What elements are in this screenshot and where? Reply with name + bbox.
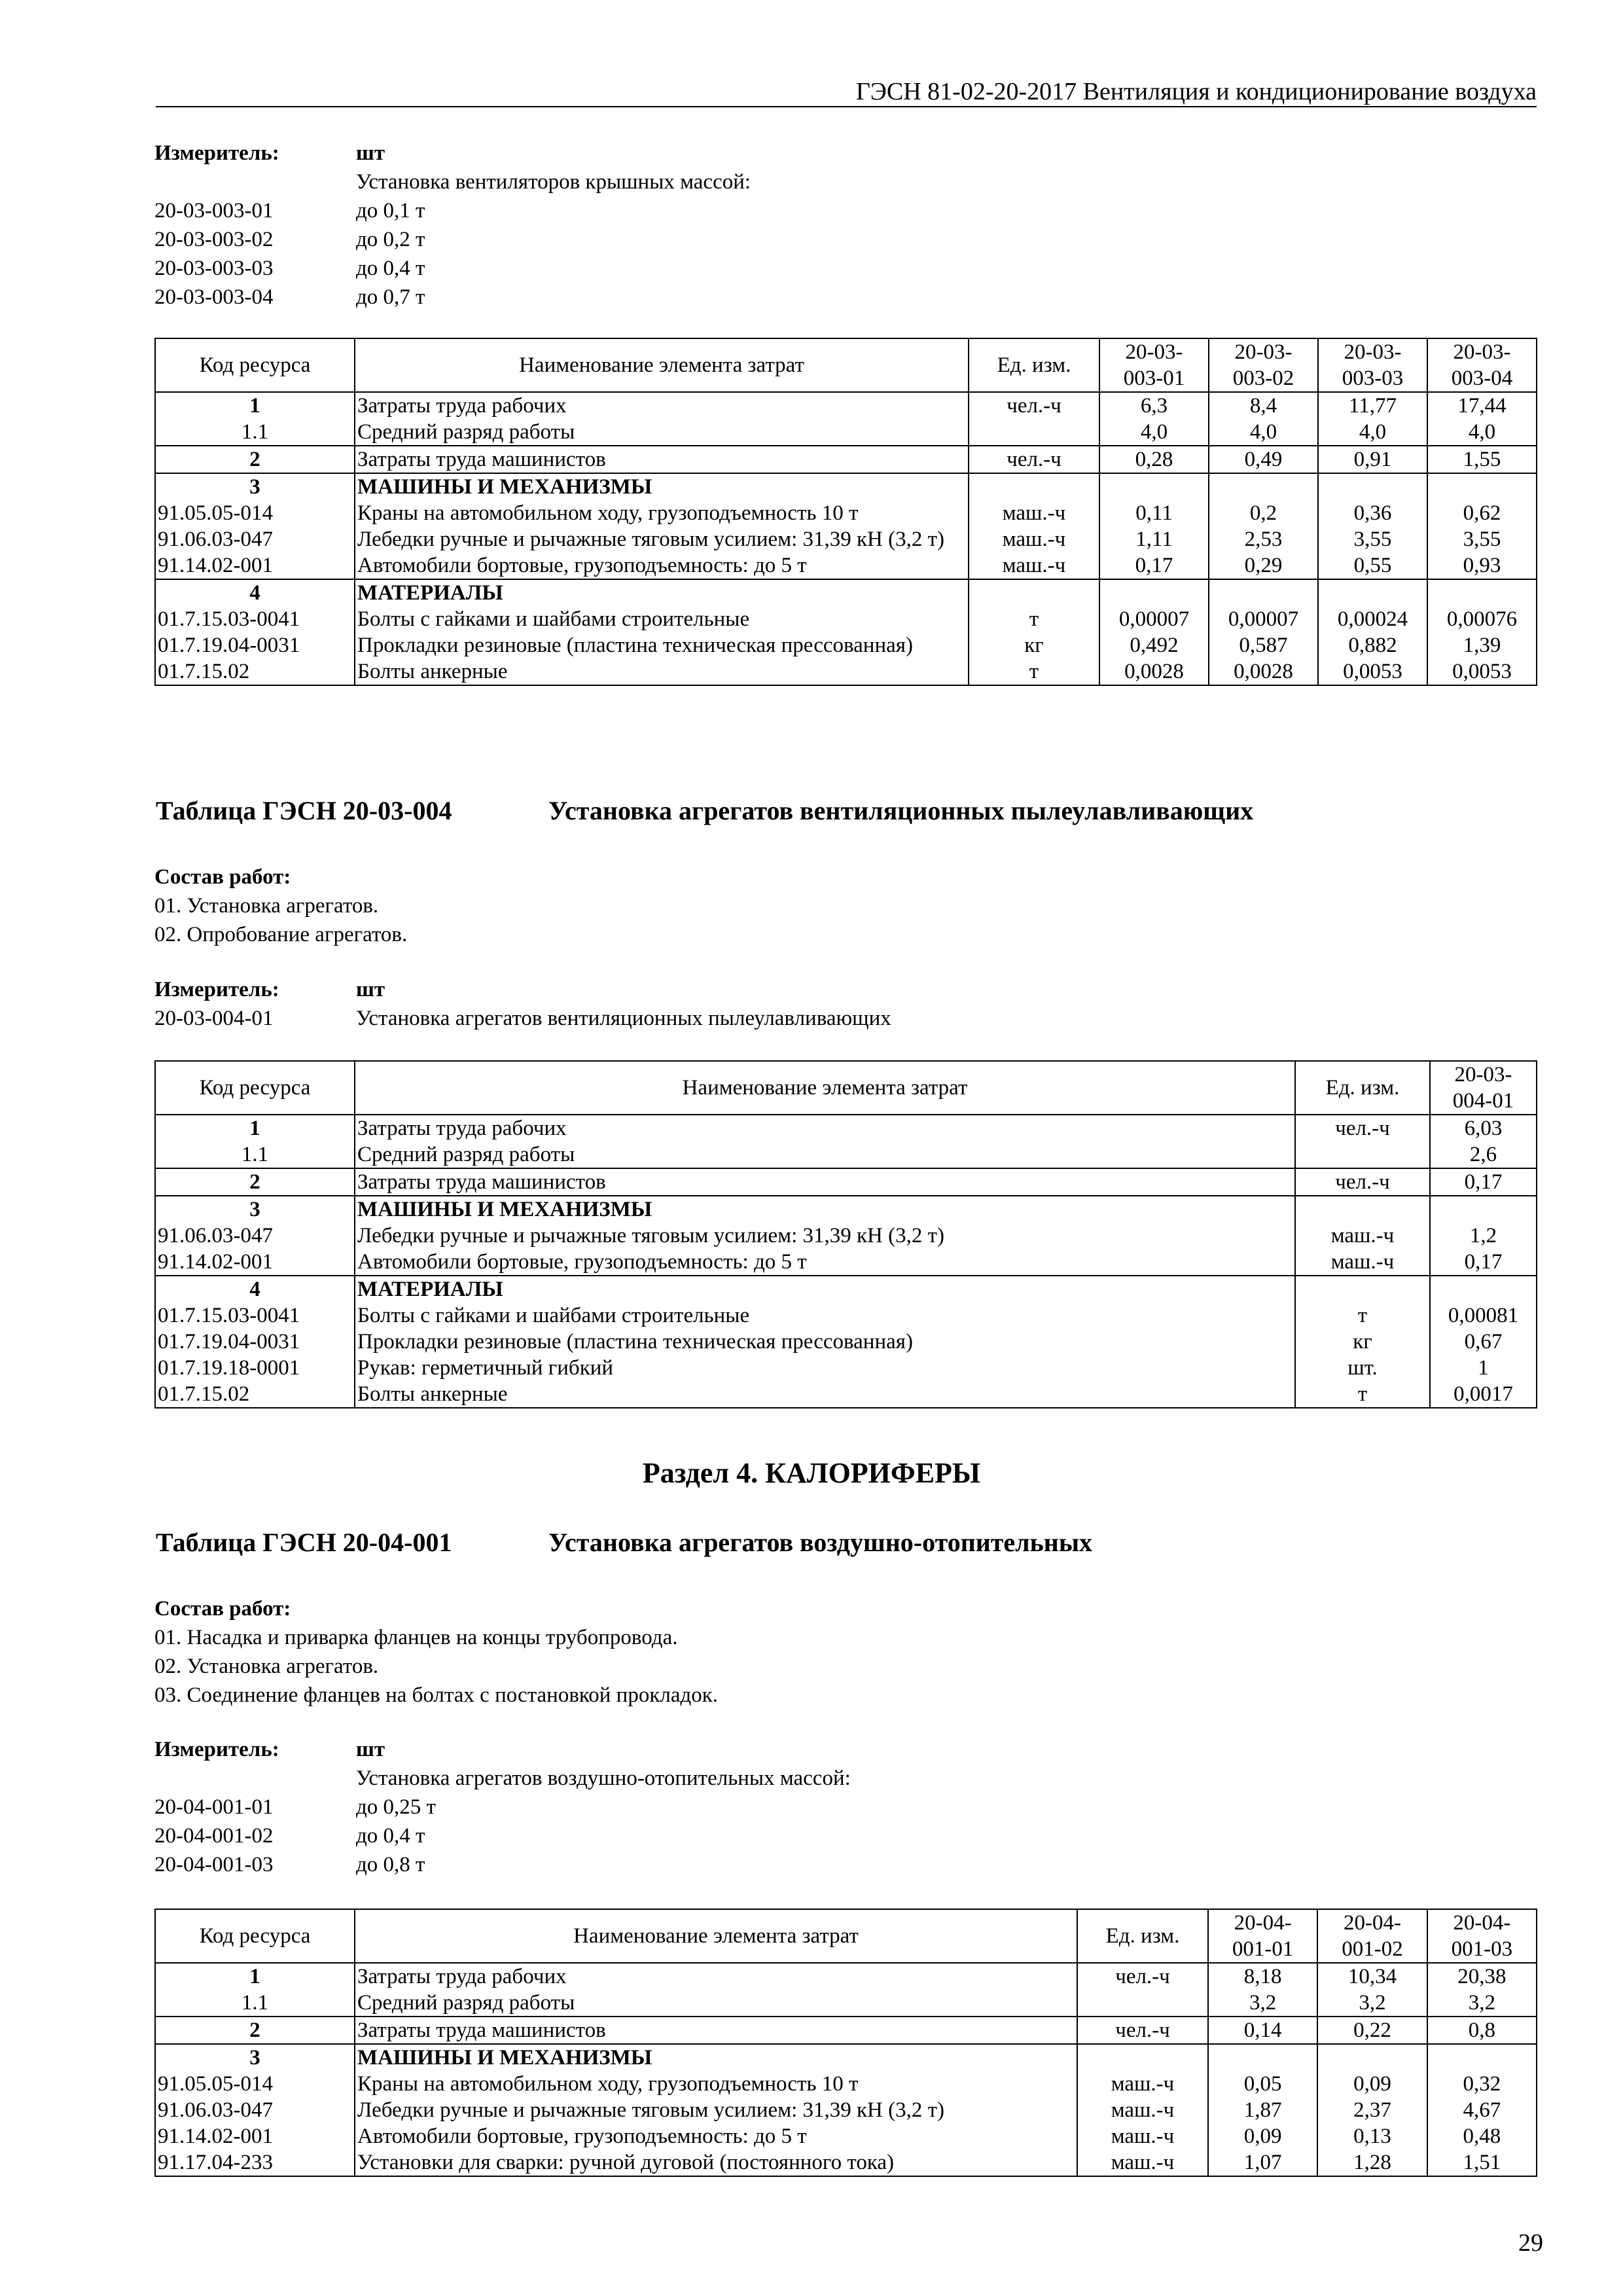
running-header: ГЭСН 81-02-20-2017 Вентиляция и кондиционирование воздуха [156,77,1537,107]
resource-code: 91.14.02-001 [155,2123,355,2149]
norm-value: 1 [1430,1355,1537,1381]
resource-unit: чел.-ч [969,446,1099,473]
col-header-norm [1099,338,1209,392]
col-header-unit: Ед. изм. [1295,1061,1430,1115]
norm-value: 2,6 [1430,1141,1537,1168]
norm-value: 20,38 [1427,1963,1537,1990]
resource-name: Затраты труда рабочих [355,1115,1295,1141]
norm-value: 0,67 [1430,1329,1537,1355]
table-row [155,1990,1537,2017]
resource-name: Затраты труда рабочих [355,392,969,419]
col-header-line: 003-01 [1123,367,1185,390]
resource-code: 2 [155,2017,355,2044]
norm-value: 1,11 [1099,526,1209,552]
resource-name: Болты анкерные [355,1381,1295,1408]
norm-value: 0,28 [1099,446,1209,473]
measure-code: 20-03-003-03 [154,257,274,280]
table-title-20-04-001 [156,1527,1092,1558]
table-row [155,2123,1537,2149]
col-header-norm [1430,1061,1537,1115]
resource-unit: маш.-ч [969,552,1099,579]
table-number: Таблица ГЭСН 20-04-001 [156,1528,452,1557]
table-row [155,1168,1537,1196]
norm-value: 0,0017 [1430,1381,1537,1408]
norm-value: 0,0053 [1318,658,1427,685]
table-row [155,632,1537,658]
header-row [155,1061,1537,1115]
resource-unit: чел.-ч [1295,1168,1430,1196]
col-header-unit: Ед. изм. [1077,1909,1208,1963]
measure-text: до 0,4 т [356,1824,425,1848]
norm-value [1427,473,1537,500]
resource-name: Затраты труда рабочих [355,1963,1077,1990]
resource-name: Рукав: герметичный гибкий [355,1355,1295,1381]
work-item: 02. Опробование агрегатов. [154,923,408,946]
resource-name: Автомобили бортовые, грузоподъемность: до 5 т [355,552,969,579]
norm-value [1099,473,1209,500]
resource-code: 91.14.02-001 [155,1249,355,1276]
table-number: Таблица ГЭСН 20-03-004 [156,796,452,825]
resource-name: Краны на автомобильном ходу, грузоподъемность 10 т [355,2071,1077,2097]
measure-label: Измеритель: [154,978,279,1001]
norm-value: 0,36 [1318,500,1427,526]
work-item: 03. Соединение фланцев на болтах с постановкой прокладок. [154,1683,719,1707]
cost-table-20-03-003 [154,338,1537,686]
col-header-line: 20-04- [1453,1911,1511,1935]
resource-code: 91.06.03-047 [155,526,355,552]
section-title: Раздел 4. КАЛОРИФЕРЫ [642,1457,981,1489]
measure-unit: шт [356,978,385,1001]
table-row [155,552,1537,579]
resource-code: 2 [155,1168,355,1196]
norm-value: 0,11 [1099,500,1209,526]
header-row [155,338,1537,392]
resource-name: Затраты труда машинистов [355,446,969,473]
resource-code: 91.05.05-014 [155,2071,355,2097]
resource-code: 01.7.19.04-0031 [155,632,355,658]
norm-value: 0,49 [1209,446,1318,473]
table-row [155,2071,1537,2097]
table-row [155,2149,1537,2176]
norm-value: 6,03 [1430,1115,1537,1141]
measure-intro: Установка агрегатов воздушно-отопительных массой: [356,1767,851,1790]
resource-code: 01.7.15.03-0041 [155,1302,355,1329]
table-row [155,2044,1537,2071]
norm-value: 3,55 [1427,526,1537,552]
norm-value: 0,48 [1427,2123,1537,2149]
resource-name: Прокладки резиновые (пластина техническая прессованная) [355,632,969,658]
resource-name: Установки для сварки: ручной дуговой (постоянного тока) [355,2149,1077,2176]
resource-name: МАТЕРИАЛЫ [355,579,969,606]
norm-value: 0,8 [1427,2017,1537,2044]
norm-value [1099,579,1209,606]
col-header-line: 001-03 [1451,1937,1513,1961]
resource-unit: кг [969,632,1099,658]
col-header-code: Код ресурса [155,338,355,392]
resource-code: 1 [155,1963,355,1990]
resource-unit: маш.-ч [969,500,1099,526]
col-header-line: 20-04- [1234,1911,1292,1935]
table-row [155,658,1537,685]
col-header-line: 20-03- [1453,340,1511,364]
norm-value: 0,62 [1427,500,1537,526]
measure-unit: шт [356,1738,385,1761]
norm-value: 0,882 [1318,632,1427,658]
t3-measure-block [154,1735,1535,1879]
resource-unit: маш.-ч [1077,2149,1208,2176]
resource-name: МАШИНЫ И МЕХАНИЗМЫ [355,1196,1295,1223]
resource-code: 01.7.19.04-0031 [155,1329,355,1355]
resource-code: 1 [155,392,355,419]
resource-code: 01.7.15.03-0041 [155,606,355,632]
norm-value: 1,2 [1430,1223,1537,1249]
resource-unit: чел.-ч [969,392,1099,419]
work-item: 02. Установка агрегатов. [154,1655,379,1678]
col-header-norm [1427,1909,1537,1963]
norm-value: 4,0 [1427,419,1537,446]
table-row [155,1276,1537,1302]
norm-value [1430,1196,1537,1223]
resource-unit: шт. [1295,1355,1430,1381]
norm-value: 4,67 [1427,2097,1537,2123]
table-row [155,1223,1537,1249]
table-row [155,473,1537,500]
resource-name: Средний разряд работы [355,1141,1295,1168]
col-header-name: Наименование элемента затрат [355,1061,1295,1115]
norm-value: 1,55 [1427,446,1537,473]
norm-value: 0,17 [1430,1168,1537,1196]
norm-value: 1,28 [1317,2149,1427,2176]
resource-name: Лебедки ручные и рычажные тяговым усилием: 31,39 кН (3,2 т) [355,526,969,552]
norm-value: 0,09 [1317,2071,1427,2097]
measure-text: до 0,2 т [356,228,425,251]
resource-unit [969,419,1099,446]
measure-text: до 0,8 т [356,1853,425,1876]
measure-unit: шт [356,141,385,165]
col-header-line: 20-03- [1234,340,1293,364]
norm-value: 8,4 [1209,392,1318,419]
norm-value: 0,0028 [1209,658,1318,685]
measure-code: 20-03-004-01 [154,1007,274,1030]
norm-value: 0,22 [1317,2017,1427,2044]
table-row [155,1249,1537,1276]
norm-value: 0,587 [1209,632,1318,658]
resource-name: Автомобили бортовые, грузоподъемность: до 5 т [355,2123,1077,2149]
t1-measure-block [154,139,1535,312]
norm-value: 1,39 [1427,632,1537,658]
norm-value: 10,34 [1317,1963,1427,1990]
norm-value: 4,0 [1209,419,1318,446]
norm-value: 0,2 [1209,500,1318,526]
table-row [155,606,1537,632]
resource-unit [969,473,1099,500]
resource-code: 01.7.19.18-0001 [155,1355,355,1381]
resource-name: МАТЕРИАЛЫ [355,1276,1295,1302]
cost-table-20-03-004 [154,1060,1537,1408]
norm-value: 0,0028 [1099,658,1209,685]
col-header-line: 20-03- [1125,340,1183,364]
resource-unit [1077,2044,1208,2071]
t3-work-block [154,1594,1535,1710]
resource-unit: маш.-ч [1077,2123,1208,2149]
col-header-line: 003-03 [1342,367,1404,390]
work-label: Состав работ: [154,1597,291,1621]
resource-code: 1.1 [155,1990,355,2017]
norm-value: 0,14 [1208,2017,1317,2044]
resource-name: Автомобили бортовые, грузоподъемность: до 5 т [355,1249,1295,1276]
measure-intro: Установка вентиляторов крышных массой: [356,170,751,194]
col-header-norm [1208,1909,1317,1963]
norm-value [1209,473,1318,500]
norm-value: 0,00024 [1318,606,1427,632]
norm-value: 0,93 [1427,552,1537,579]
resource-unit: маш.-ч [1295,1223,1430,1249]
measure-code: 20-03-003-01 [154,199,274,223]
measure-label: Измеритель: [154,141,279,165]
resource-name: Прокладки резиновые (пластина техническая прессованная) [355,1329,1295,1355]
work-label: Состав работ: [154,865,291,889]
table-row [155,1329,1537,1355]
resource-unit: кг [1295,1329,1430,1355]
table-row [155,526,1537,552]
norm-value: 0,09 [1208,2123,1317,2149]
resource-unit: чел.-ч [1077,1963,1208,1990]
col-header-line: 20-03- [1344,340,1402,364]
measure-text: Установка агрегатов вентиляционных пылеулавливающих [356,1007,891,1030]
resource-code: 01.7.15.02 [155,658,355,685]
header-row [155,1909,1537,1963]
resource-unit [1295,1276,1430,1302]
col-header-line: 20-04- [1344,1911,1401,1935]
col-header-norm [1317,1909,1427,1963]
norm-value: 0,00081 [1430,1302,1537,1329]
table-row [155,2017,1537,2044]
norm-value: 17,44 [1427,392,1537,419]
norm-value: 0,17 [1430,1249,1537,1276]
resource-name: Болты анкерные [355,658,969,685]
table-row [155,1963,1537,1990]
table-row [155,1196,1537,1223]
table-row [155,2097,1537,2123]
table-row [155,1302,1537,1329]
norm-value [1209,579,1318,606]
resource-unit [969,579,1099,606]
resource-name: Затраты труда машинистов [355,1168,1295,1196]
resource-code: 2 [155,446,355,473]
resource-code: 91.17.04-233 [155,2149,355,2176]
resource-unit [1295,1141,1430,1168]
resource-unit [1295,1196,1430,1223]
norm-value: 2,37 [1317,2097,1427,2123]
t2-work-block [154,863,1535,949]
resource-unit: маш.-ч [1295,1249,1430,1276]
resource-unit: т [969,606,1099,632]
col-header-line: 003-04 [1451,367,1513,390]
col-header-code: Код ресурса [155,1909,355,1963]
norm-value [1427,2044,1537,2071]
resource-name: Лебедки ручные и рычажные тяговым усилием: 31,39 кН (3,2 т) [355,1223,1295,1249]
resource-code: 1 [155,1115,355,1141]
resource-unit: т [1295,1381,1430,1408]
norm-value [1427,579,1537,606]
resource-code: 4 [155,579,355,606]
norm-value: 0,29 [1209,552,1318,579]
norm-value: 1,51 [1427,2149,1537,2176]
norm-value [1317,2044,1427,2071]
norm-value: 0,00007 [1099,606,1209,632]
col-header-name: Наименование элемента затрат [355,338,969,392]
resource-unit: маш.-ч [1077,2097,1208,2123]
work-item: 01. Насадка и приварка фланцев на концы трубопровода. [154,1626,678,1649]
table-row [155,1141,1537,1168]
table-title-20-03-004 [156,795,1253,826]
norm-value: 4,0 [1099,419,1209,446]
col-header-line: 001-02 [1342,1937,1403,1961]
measure-code: 20-04-001-02 [154,1824,274,1848]
resource-name: Болты с гайками и шайбами строительные [355,606,969,632]
resource-name: Средний разряд работы [355,419,969,446]
norm-value: 3,2 [1208,1990,1317,2017]
resource-unit: чел.-ч [1295,1115,1430,1141]
col-header-norm [1209,338,1318,392]
work-item: 01. Установка агрегатов. [154,894,379,918]
col-header-line: 004-01 [1452,1089,1514,1113]
page-number: 29 [1518,2229,1543,2257]
resource-code: 1.1 [155,1141,355,1168]
resource-unit: чел.-ч [1077,2017,1208,2044]
measure-code: 20-04-001-03 [154,1853,274,1876]
measure-label: Измеритель: [154,1738,279,1761]
resource-code: 91.05.05-014 [155,500,355,526]
resource-code: 3 [155,1196,355,1223]
measure-text: до 0,7 т [356,285,425,309]
norm-value: 0,00076 [1427,606,1537,632]
table-row [155,419,1537,446]
col-header-norm [1427,338,1537,392]
cost-table-20-04-001 [154,1909,1537,2177]
col-header-line: 20-03- [1454,1063,1512,1086]
resource-code: 4 [155,1276,355,1302]
resource-unit [1077,1990,1208,2017]
col-header-code: Код ресурса [155,1061,355,1115]
norm-value: 6,3 [1099,392,1209,419]
resource-code: 1.1 [155,419,355,446]
norm-value: 0,17 [1099,552,1209,579]
resource-name: Средний разряд работы [355,1990,1077,2017]
resource-code: 91.06.03-047 [155,1223,355,1249]
norm-value: 0,32 [1427,2071,1537,2097]
norm-value: 0,13 [1317,2123,1427,2149]
resource-name: Затраты труда машинистов [355,2017,1077,2044]
norm-value: 0,0053 [1427,658,1537,685]
resource-name: Болты с гайками и шайбами строительные [355,1302,1295,1329]
t2-measure-block [154,975,1535,1033]
norm-value: 3,2 [1427,1990,1537,2017]
table-row [155,500,1537,526]
norm-value: 3,55 [1318,526,1427,552]
table-row [155,446,1537,473]
norm-value: 1,87 [1208,2097,1317,2123]
col-header-unit: Ед. изм. [969,338,1099,392]
table-row [155,1381,1537,1408]
resource-code: 3 [155,2044,355,2071]
norm-value: 0,00007 [1209,606,1318,632]
resource-code: 01.7.15.02 [155,1381,355,1408]
norm-value: 4,0 [1318,419,1427,446]
norm-value: 0,91 [1318,446,1427,473]
measure-text: до 0,4 т [356,257,425,280]
resource-name: МАШИНЫ И МЕХАНИЗМЫ [355,473,969,500]
measure-code: 20-03-003-02 [154,228,274,251]
measure-code: 20-03-003-04 [154,285,274,309]
norm-value: 2,53 [1209,526,1318,552]
resource-unit: маш.-ч [969,526,1099,552]
norm-value: 3,2 [1317,1990,1427,2017]
norm-value [1318,579,1427,606]
table-row [155,579,1537,606]
measure-text: до 0,25 т [356,1795,436,1819]
norm-value: 0,55 [1318,552,1427,579]
norm-value: 8,18 [1208,1963,1317,1990]
resource-code: 91.14.02-001 [155,552,355,579]
resource-name: Лебедки ручные и рычажные тяговым усилием: 31,39 кН (3,2 т) [355,2097,1077,2123]
norm-value [1318,473,1427,500]
norm-value: 0,05 [1208,2071,1317,2097]
resource-unit: маш.-ч [1077,2071,1208,2097]
norm-value [1430,1276,1537,1302]
col-header-norm [1318,338,1427,392]
measure-text: до 0,1 т [356,199,425,223]
norm-value [1208,2044,1317,2071]
resource-unit: т [1295,1302,1430,1329]
norm-value: 1,07 [1208,2149,1317,2176]
table-name: Установка агрегатов воздушно-отопительных [548,1528,1093,1557]
resource-name: Краны на автомобильном ходу, грузоподъемность 10 т [355,500,969,526]
col-header-line: 001-01 [1232,1937,1294,1961]
norm-value: 11,77 [1318,392,1427,419]
resource-name: МАШИНЫ И МЕХАНИЗМЫ [355,2044,1077,2071]
resource-code: 91.06.03-047 [155,2097,355,2123]
norm-value: 0,492 [1099,632,1209,658]
table-name: Установка агрегатов вентиляционных пылеулавливающих [548,796,1254,825]
col-header-line: 003-02 [1232,367,1294,390]
measure-code: 20-04-001-01 [154,1795,274,1819]
resource-unit: т [969,658,1099,685]
col-header-name: Наименование элемента затрат [355,1909,1077,1963]
table-row [155,1115,1537,1141]
table-row [155,392,1537,419]
resource-code: 3 [155,473,355,500]
table-row [155,1355,1537,1381]
